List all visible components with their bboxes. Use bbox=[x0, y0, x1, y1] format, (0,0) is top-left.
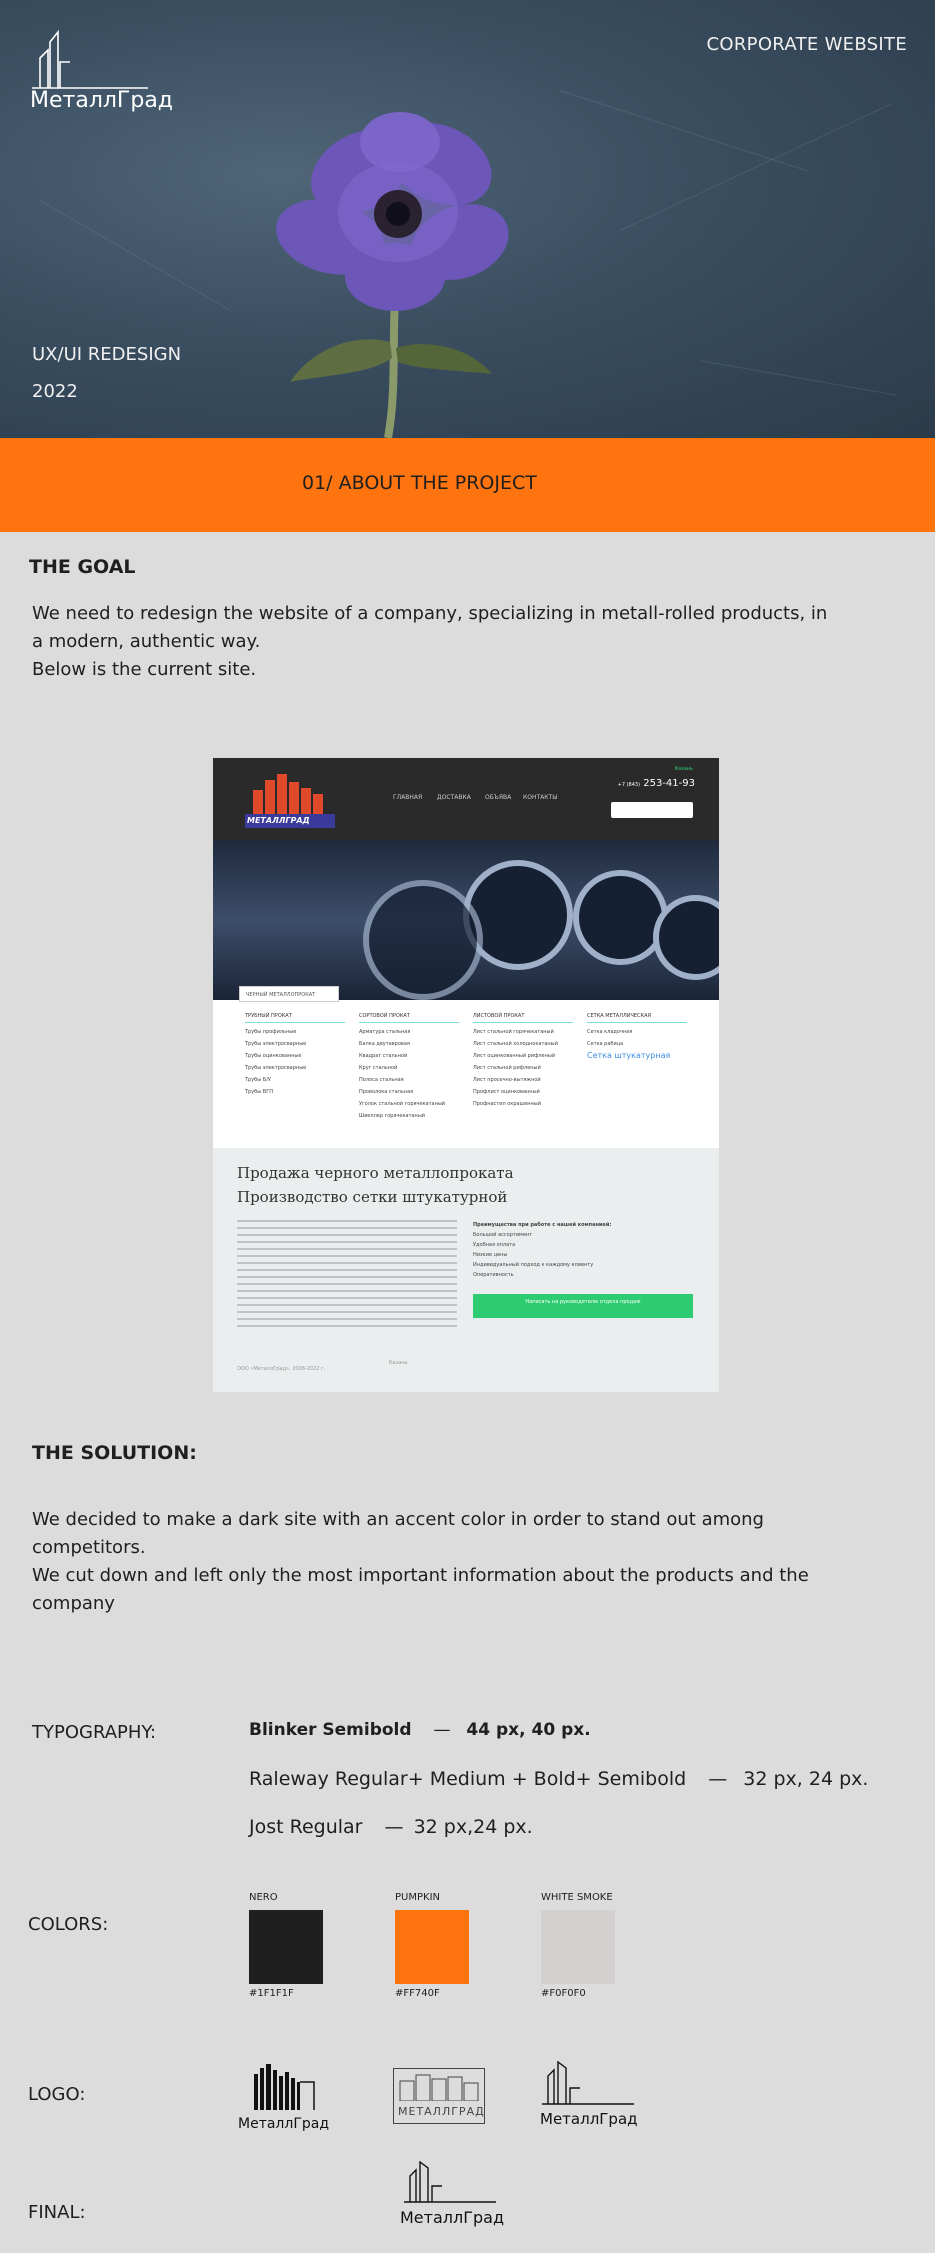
advantage-item: Низкие цены bbox=[473, 1252, 508, 1258]
swatch-nero bbox=[249, 1910, 323, 1984]
font-jost bbox=[249, 1816, 533, 1838]
catalog-link[interactable]: Трубы профильные bbox=[245, 1029, 297, 1035]
old-nav-item[interactable]: ДОСТАВКА bbox=[437, 794, 471, 801]
hero-logo-text: МеталлГрад bbox=[30, 88, 174, 113]
current-site-screenshot bbox=[213, 758, 719, 1392]
building-logo-icon bbox=[238, 2062, 334, 2112]
catalog-column-head: ЛИСТОВОЙ ПРОКАТ bbox=[473, 1010, 573, 1023]
old-nav-item[interactable]: КОНТАКТЫ bbox=[523, 794, 558, 801]
pipes-photo bbox=[213, 840, 719, 1000]
payment-logos bbox=[611, 802, 693, 818]
advantage-item: Оперативность bbox=[473, 1272, 514, 1278]
swatch-pumpkin bbox=[395, 1910, 469, 1984]
catalog-column bbox=[473, 1010, 573, 1110]
old-site-tab[interactable]: ЧЕРНЫЙ МЕТАЛЛОПРОКАТ bbox=[239, 986, 339, 1002]
catalog-link[interactable]: Лист стальной горячекатаный bbox=[473, 1029, 554, 1035]
catalog-link[interactable]: Лист стальной холоднокатаный bbox=[473, 1041, 558, 1047]
catalog-link[interactable]: Трубы электросварные bbox=[245, 1065, 307, 1071]
font-raleway bbox=[249, 1768, 868, 1790]
old-site-footer: ООО «МеталлГрад», 2008-2022 г. bbox=[237, 1366, 326, 1372]
dash: — bbox=[384, 1816, 404, 1838]
catalog-link[interactable]: Лист оцинкованный рифленый bbox=[473, 1053, 556, 1059]
catalog-column-head: СОРТОВОЙ ПРОКАТ bbox=[359, 1010, 459, 1023]
catalog-link[interactable]: Круг стальной bbox=[359, 1065, 398, 1071]
pipe bbox=[363, 880, 483, 1000]
buildings-grid-icon bbox=[398, 2073, 480, 2101]
solution-paragraph bbox=[32, 1506, 809, 1618]
old-site-content bbox=[213, 1148, 719, 1392]
texture-scratch bbox=[700, 360, 897, 396]
catalog-link[interactable]: Трубы ВГП bbox=[245, 1089, 274, 1095]
old-site-logo-text: МЕТАЛЛГРАД bbox=[247, 816, 310, 825]
goal-paragraph bbox=[32, 600, 827, 684]
dash: — bbox=[433, 1720, 451, 1740]
catalog-column-head: ТРУБНЫЙ ПРОКАТ bbox=[245, 1010, 345, 1023]
catalog-link[interactable]: Уголок стальной горячекатаный bbox=[359, 1101, 446, 1107]
solution-title: THE SOLUTION: bbox=[32, 1442, 197, 1464]
solution-line: We cut down and left only the most important information about the products and the bbox=[32, 1565, 809, 1586]
catalog-highlight-link[interactable]: Сетка штукатурная bbox=[587, 1051, 671, 1060]
goal-line: We need to redesign the website of a company, specializing in metall-rolled products, in bbox=[32, 603, 828, 624]
catalog-link[interactable]: Проволока стальная bbox=[359, 1089, 414, 1095]
old-site-body-text bbox=[237, 1220, 457, 1330]
catalog-link[interactable]: Полоса стальная bbox=[359, 1077, 404, 1083]
swatch-hex: #F0F0F0 bbox=[541, 1988, 586, 1999]
final-logo-text: МеталлГрад bbox=[400, 2208, 505, 2227]
old-site-catalog bbox=[213, 992, 719, 1148]
catalog-link[interactable]: Квадрат стальной bbox=[359, 1053, 408, 1059]
section-title: 01/ ABOUT THE PROJECT bbox=[302, 472, 537, 494]
outline-logo-icon bbox=[540, 2060, 636, 2106]
swatch-hex: #1F1F1F bbox=[249, 1988, 294, 1999]
catalog-link[interactable]: Швеллер горячекатаный bbox=[359, 1113, 426, 1119]
logo-variant-3 bbox=[540, 2060, 636, 2126]
logo-variant-2 bbox=[393, 2068, 485, 2124]
catalog-link[interactable]: Сетка рабица bbox=[587, 1041, 624, 1047]
old-site-footer-city: Казань bbox=[389, 1360, 408, 1366]
catalog-column bbox=[245, 1010, 345, 1098]
font-sizes: 44 px, 40 px. bbox=[466, 1720, 591, 1740]
catalog-link[interactable]: Трубы электросварные bbox=[245, 1041, 307, 1047]
font-name: Jost Regular bbox=[249, 1816, 363, 1838]
advantage-item: Большой ассортимент bbox=[473, 1232, 533, 1238]
catalog-column bbox=[587, 1010, 687, 1062]
catalog-link[interactable]: Профнастил окрашенный bbox=[473, 1101, 542, 1107]
catalog-column-head: СЕТКА МЕТАЛЛИЧЕСКАЯ bbox=[587, 1010, 687, 1023]
old-nav-item[interactable]: ГЛАВНАЯ bbox=[393, 794, 423, 801]
final-label: FINAL: bbox=[28, 2202, 86, 2223]
logo-variant-text: МеталлГрад bbox=[238, 2116, 330, 2132]
font-blinker bbox=[249, 1720, 591, 1740]
catalog-link[interactable]: Арматура стальная bbox=[359, 1029, 411, 1035]
advantages-list bbox=[473, 1220, 611, 1280]
catalog-link[interactable]: Балка двутавровая bbox=[359, 1041, 410, 1047]
font-sizes: 32 px, 24 px. bbox=[743, 1768, 869, 1790]
logo-variant-text: МеталлГрад bbox=[540, 2110, 638, 2128]
font-name: Blinker Semibold bbox=[249, 1720, 412, 1740]
swatch-hex: #FF740F bbox=[395, 1988, 440, 1999]
corporate-website-label: CORPORATE WEBSITE bbox=[706, 34, 907, 55]
logo-variant-1 bbox=[238, 2062, 334, 2132]
font-name: Raleway Regular+ Medium + Bold+ Semibold bbox=[249, 1768, 687, 1790]
catalog-link[interactable]: Трубы оцинкованные bbox=[245, 1053, 302, 1059]
swatch-name: PUMPKIN bbox=[395, 1892, 440, 1903]
swatch-name: WHITE SMOKE bbox=[541, 1892, 613, 1903]
swatch-name: NERO bbox=[249, 1892, 278, 1903]
solution-line: We decided to make a dark site with an accent color in order to stand out among bbox=[32, 1509, 764, 1530]
colors-label: COLORS: bbox=[28, 1914, 109, 1935]
advantage-item: Удобная оплата bbox=[473, 1242, 516, 1248]
contact-manager-button[interactable]: Написать на руководителю отдела продаж bbox=[473, 1294, 693, 1318]
old-site-phone-number: 253-41-93 bbox=[643, 778, 695, 789]
flower-illustration bbox=[270, 112, 510, 438]
old-site-city: Казань bbox=[674, 766, 693, 772]
section-band bbox=[0, 438, 935, 532]
old-site-phone bbox=[618, 778, 695, 789]
catalog-link[interactable]: Лист стальной рифленый bbox=[473, 1065, 541, 1071]
logo-variant-text: МЕТАЛЛГРАД bbox=[398, 2105, 485, 2118]
dash: — bbox=[708, 1768, 728, 1790]
advantage-item: Индивидуальный подход к каждому клиенту bbox=[473, 1262, 594, 1268]
advantages-head: Преимущества при работе с нашей компанией: bbox=[473, 1222, 612, 1228]
swatch-white-smoke bbox=[541, 1910, 615, 1984]
catalog-link[interactable]: Сетка кладочная bbox=[587, 1029, 633, 1035]
texture-scratch bbox=[40, 200, 231, 311]
goal-title: THE GOAL bbox=[29, 556, 136, 578]
catalog-link[interactable]: Профлист оцинкованный bbox=[473, 1089, 540, 1095]
old-site-heading: Производство сетки штукатурной bbox=[237, 1188, 508, 1206]
old-site-heading: Продажа черного металлопроката bbox=[237, 1164, 514, 1182]
goal-line: Below is the current site. bbox=[32, 659, 257, 680]
font-sizes: 32 px,24 px. bbox=[413, 1816, 533, 1838]
solution-line: competitors. bbox=[32, 1537, 146, 1558]
goal-line: a modern, authentic way. bbox=[32, 631, 261, 652]
logo-label: LOGO: bbox=[28, 2084, 86, 2105]
typography-label: TYPOGRAPHY: bbox=[32, 1722, 157, 1743]
catalog-link[interactable]: Трубы Б/У bbox=[245, 1077, 271, 1083]
hero-banner bbox=[0, 0, 935, 438]
old-site-phone-prefix: +7 (843) bbox=[617, 782, 641, 788]
year-label: 2022 bbox=[32, 381, 78, 402]
final-logo bbox=[400, 2160, 510, 2230]
old-nav-item[interactable]: ОБЪЯВА bbox=[485, 794, 512, 801]
ux-ui-redesign-label: UX/UI REDESIGN bbox=[32, 344, 182, 365]
solution-line: company bbox=[32, 1593, 115, 1614]
old-site-header bbox=[213, 758, 719, 840]
final-logo-icon bbox=[400, 2160, 500, 2204]
catalog-column bbox=[359, 1010, 459, 1122]
pipe bbox=[573, 870, 668, 965]
catalog-link[interactable]: Лист просечно-вытяжной bbox=[473, 1077, 541, 1083]
